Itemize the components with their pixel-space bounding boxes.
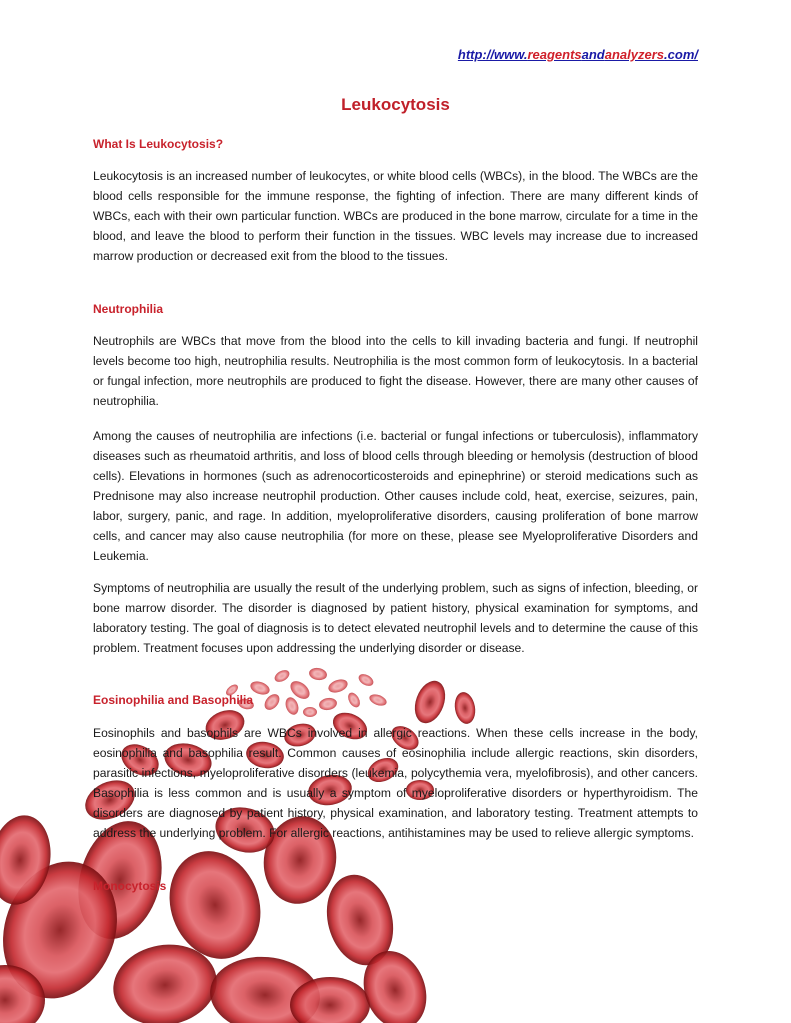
website-link-part: analyzers [604, 47, 665, 62]
blood-cell [318, 697, 338, 712]
paragraph-neutrophilia-2: Among the causes of neutrophilia are infections (i.e. bacterial or fungal infections or tuberculosis), inflammatory diseases such as rheumatoid arthritis, and loss of blood cells through bleeding or hemolysis (destruction of blood cells). Elevations in hormones (such as adrenocorticosteroids and epinephrine) or steroid medications such as Prednisone may also increase neutrophil production. Other causes include cold, heat, exercise, seizures, pain, labor, surgery, panic, and rage. In addition, myeloproliferative disorders, causing proliferation of bone marrow cells, and cancer may also cause neutrophilia (for more on these, please see Myeloproliferative Disorders and Leukemia. [93, 429, 698, 563]
heading-neutrophilia: Neutrophilia [93, 302, 164, 316]
blood-cell [308, 667, 328, 682]
blood-cell [357, 672, 376, 689]
blood-cell [452, 691, 477, 726]
heading-monocytosis: Monocytosis [93, 879, 167, 893]
blood-cell [283, 695, 300, 716]
blood-cell [409, 677, 450, 728]
paragraph-what-is: Leukocytosis is an increased number of leukocytes, or white blood cells (WBCs), in the blood. The WBCs are the blood cells responsible for the immune response, the fighting of infection. There are many different kinds of WBCs, each with their own particular function. WBCs are produced in the bone marrow, circulate for a time in the blood, and leave the blood to perform their function in the tissues. WBC levels may increase due to increased marrow production or decreased exit from the blood to the tissues. [93, 169, 698, 263]
blood-cell [368, 692, 388, 708]
website-link-part: http://www. [457, 47, 528, 62]
website-link[interactable] [458, 47, 698, 62]
heading-what-is: What Is Leukocytosis? [93, 137, 224, 151]
website-link-part: reagents [527, 47, 582, 62]
paragraph-neutrophilia-3: Symptoms of neutrophilia are usually the result of the underlying problem, such as signs of infection, bleeding, or bone marrow disorder. The disorder is diagnosed by patient history, physical examination for symptoms, and laboratory testing. The goal of diagnosis is to detect elevated neutrophil levels and to determine the cause of this problem. Treatment focuses upon addressing the underlying disorder or disease. [93, 581, 698, 655]
blood-cell [346, 691, 363, 710]
paragraph-neutrophilia-1: Neutrophils are WBCs that move from the blood into the cells to kill invading bacteria and fungi. If neutrophil levels become too high, neutrophilia results. Neutrophilia is the most common form of leukocytosis. In a bacterial or fungal infection, more neutrophils are produced to fight the disease. However, there are many other causes of neutrophilia. [93, 334, 698, 408]
document-title: Leukocytosis [341, 95, 450, 114]
website-link-part: and [581, 47, 605, 62]
blood-cell [273, 668, 292, 685]
blood-cell [303, 707, 317, 717]
website-link-part: .com/ [664, 47, 698, 62]
blood-cell [327, 677, 350, 695]
heading-eosinophilia: Eosinophilia and Basophilia [93, 693, 254, 707]
paragraph-eosinophilia: Eosinophils and basophils are WBCs involved in allergic reactions. When these cells increase in the body, eosinophilia and basophilia result. Common causes of eosinophilia include allergic reactions, skin disorders, parasitic infections, myeloproliferative disorders (leukemia, polycythemia vera, myelofibrosis), and other cancers. Basophilia is less common and is usually a symptom of myeloproliferative disorders or hyperthyroidism. The disorders are diagnosed by patient history, physical examination, and laboratory testing. Treatment attempts to address the underlying problem. For allergic reactions, antihistamines may be used to relieve allergic symptoms. [93, 726, 698, 840]
